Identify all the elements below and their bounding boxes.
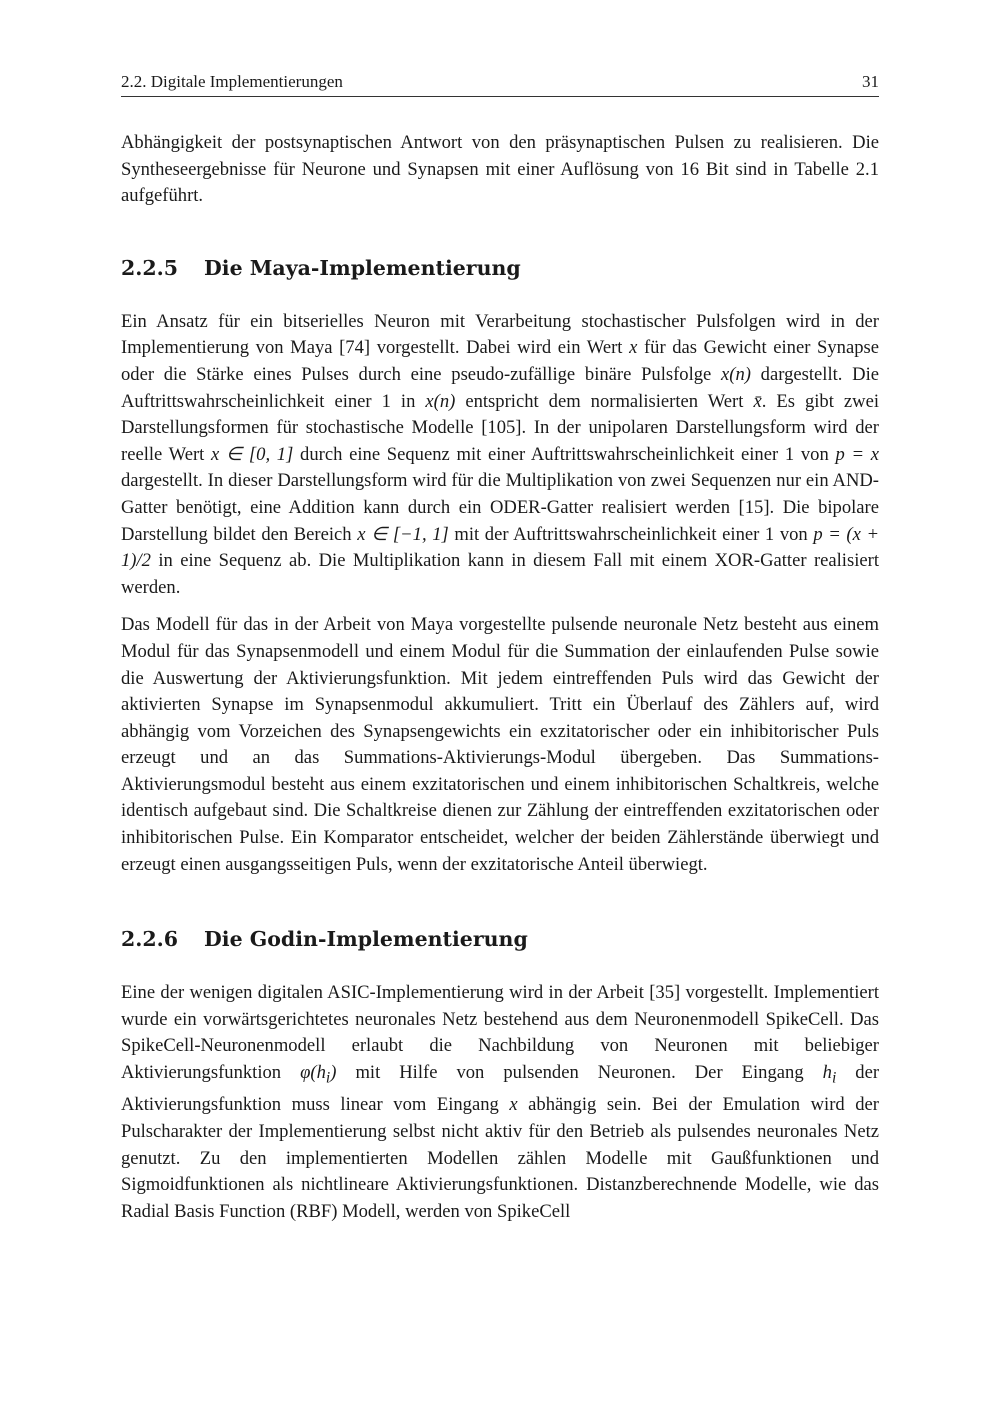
section-title: Die Maya-Implementierung [204,255,521,280]
godin-paragraph-1: Eine der wenigen digitalen ASIC-Implementierung wird in der Arbeit [35] vorgestellt. Implementiert wurde ein vorwärtsgerichtetes neuronales Netz bestehend aus dem Neuronenmodell SpikeCell. Das SpikeCell-Neuronenmodell erlaubt die Nachbildung von Neuronen mit beliebiger Aktivierungsfunktion $\varphi(h_i)$ mit Hilfe von pulsenden Neuronen. Der Eingang $h_i$ der Aktivierungsfunktion muss linear vom Eingang x abhängig sein. Bei der Emulation wird der Pulscharakter der Implementierung selbst nicht aktiv für den Betrieb als pulsendes neuronales Netz genutzt. Zu den implementierten Modellen zählen Modelle mit Gaußfunktionen und Sigmoidfunktionen als nichtlineare Aktivierungsfunktionen. Distanzberechnende Modelle, wie das Radial Basis Function (RBF) Modell, werden von SpikeCell [121,982,880,1222]
math-xn: x(n) [721,363,751,385]
page-number: 31 [862,72,879,91]
maya-paragraph-2: Das Modell für das in der Arbeit von Maya vorgestellte pulsende neuronale Netz besteht aus einem Modul für das Synapsenmodell und einem Modul für die Summation der einlaufenden Pulse sowie die Auswertung der Aktivierungsfunktion. Mit jedem eintreffenden Puls wird das Gewicht der aktivierten Synapse im Synapsenmodul akkumuliert. Tritt ein Überlauf des Zählers auf, wird abhängig vom Vorzeichen des Synapsengewichts ein exzitatorischer oder ein inhibitorischer Puls erzeugt und an das Summations-Aktivierungs-Modul übergeben. Das Summations-Aktivierungsmodul besteht aus einem exzitatorischen und einem inhibitorischen Schaltkreis, welche identisch aufgebaut sind. Die Schaltkreise dienen zur Zählung der eintreffenden exzitatorischen oder inhibitorischen Pulse. Ein Komparator entscheidet, welcher der beiden Zählerstände überwiegt und erzeugt einen ausgangsseitigen Puls, wenn der exzitatorische Anteil überwiegt. [121,614,879,875]
math-x: x [629,337,638,359]
header-section-title: 2.2. Digitale Implementierungen [121,72,343,91]
math-h: h [822,1062,832,1084]
math-x: x [509,1094,518,1116]
section-heading-godin [121,925,879,953]
section-number: 2.2.6 [121,927,179,952]
section-title: Die Godin-Implementierung [204,927,528,952]
maya-paragraph-1: Ein Ansatz für ein bitserielles Neuron mit Verarbeitung stochastischer Pulsfolgen wird in der Implementierung von Maya [74] vorgestellt. Dabei wird ein Wert x für das Gewicht einer Synapse oder die Stärke eines Pulses durch eine pseudo-zufällige binäre Pulsfolge x(n) dargestellt. Die Auftrittswahrscheinlichkeit einer 1 in x(n) entspricht dem normalisierten Wert x̄. Es gibt zwei Darstellungsformen für stochastische Modelle [105]. In der unipolaren Darstellungsform wird der reelle Wert x ∈ [0, 1] durch eine Sequenz mit einer Auftrittswahrscheinlichkeit einer 1 von p = x dargestellt. In dieser Darstellungsform wird für die Multiplikation von zwei Sequenzen nur ein AND-Gatter benötigt, eine Addition kann durch ein ODER-Gatter realisiert werden [15]. Die bipolare Darstellung bildet den Bereich x ∈ [−1, 1] mit der Auftrittswahrscheinlichkeit einer 1 von p = (x + 1)/2 in eine Sequenz ab. Die Multiplikation kann in diesem Fall mit einem XOR-Gatter realisiert werden. [121,310,879,598]
section-number: 2.2.5 [121,255,179,280]
document-page [121,70,879,1225]
page-body [121,130,879,1225]
math-bipolar-range: x ∈ [−1, 1] [357,523,449,545]
math-phi: φ(h [300,1062,326,1084]
math-xn: x(n) [425,390,456,412]
math-unipolar-range: x ∈ [0, 1] [211,443,294,465]
section-heading-maya [121,254,879,282]
math-bipolar-p: p = (x + 1)/2 [121,523,879,572]
math-p-equals-x: p = x [835,443,879,465]
intro-paragraph: Abhängigkeit der postsynaptischen Antwort von den präsynaptischen Pulsen zu realisieren. Die Syntheseergebnisse für Neurone und Synapsen mit einer Auflösung von 16 Bit sind in Tabelle 2.1 aufgeführt. [121,132,879,207]
running-header [121,70,879,97]
math-xbar: x̄ [753,390,762,412]
